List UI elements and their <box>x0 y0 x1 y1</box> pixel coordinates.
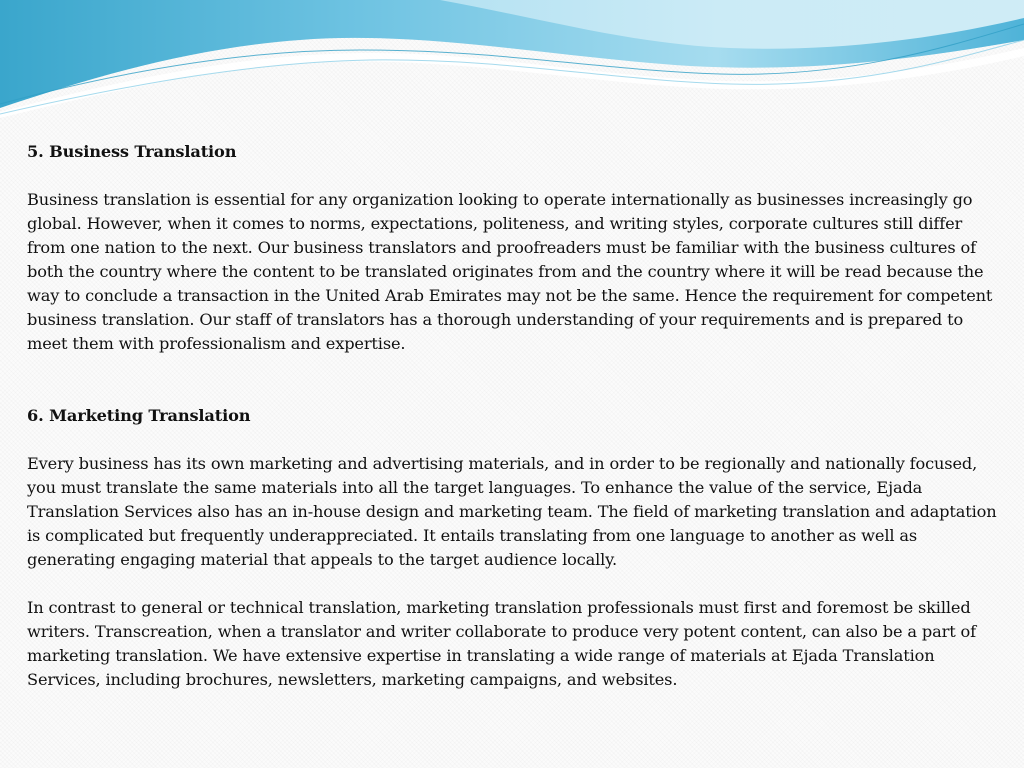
paragraph-marketing-1: Every business has its own marketing and advertising materials, and in order to be regionally and nationally focused, you must translate the same materials into all the target languages. To enhance the value of the service, Ejada Translation Services also has an in-house design and marketing team. The field of marketing translation and adaptation is complicated but frequently underappreciated. It entails translating from one language to another as well as generating engaging material that appeals to the target audience locally. <box>27 454 997 569</box>
spacer <box>27 164 1002 188</box>
spacer <box>27 572 1002 596</box>
paragraph-marketing-2: In contrast to general or technical translation, marketing translation professionals must first and foremost be skilled writers. Transcreation, when a translator and writer collaborate to produce very potent content, can also be a part of marketing translation. We have extensive expertise in translating a wide range of materials at Ejada Translation Services, including brochures, newsletters, marketing campaigns, and websites. <box>27 598 976 689</box>
header-wave-decoration <box>0 0 1024 120</box>
slide-content <box>27 140 1002 692</box>
spacer <box>27 428 1002 452</box>
paragraph-business: Business translation is essential for any organization looking to operate internationally as businesses increasingly go global. However, when it comes to norms, expectations, politeness, and writing styles, corporate cultures still differ from one nation to the next. Our business translators and proofreaders must be familiar with the business cultures of both the country where the content to be translated originates from and the country where it will be read because the way to conclude a transaction in the United Arab Emirates may not be the same. Hence the requirement for competent business translation. Our staff of translators has a thorough understanding of your requirements and is prepared to meet them with professionalism and expertise. <box>27 190 993 353</box>
section-heading-marketing: 6. Marketing Translation <box>27 406 251 425</box>
spacer <box>27 356 1002 404</box>
section-heading-business: 5. Business Translation <box>27 142 237 161</box>
